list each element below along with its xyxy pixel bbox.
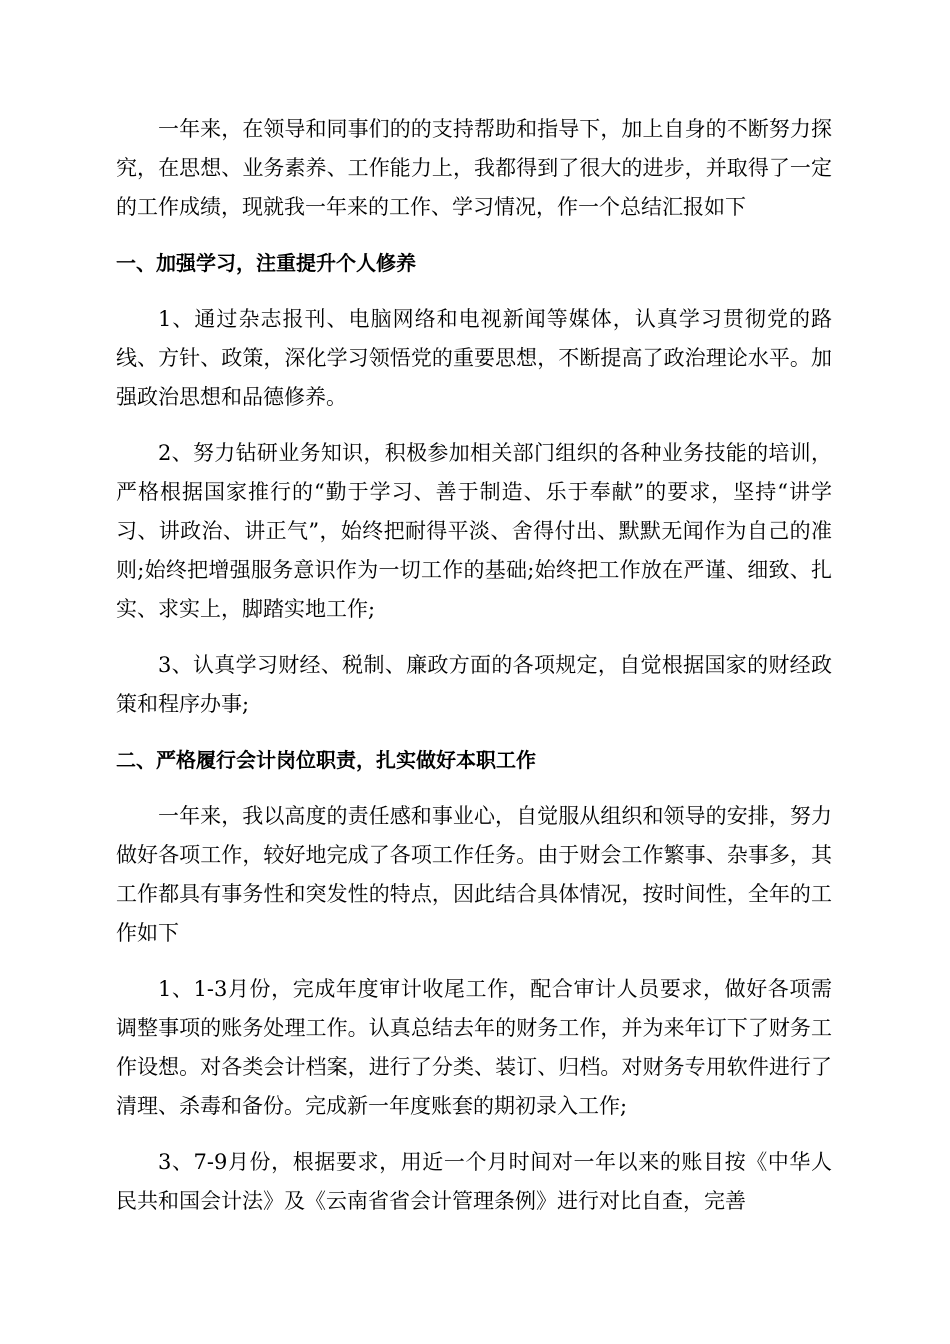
document-page [116,110,832,1221]
section-2-paragraph-3: 3、7-9月份，根据要求，用近一个月时间对一年以来的账目按《中华人民共和国会计法》及《云南省省会计管理条例》进行对比自查，完善 [116,1150,832,1213]
section-1-paragraph-1: 1、通过杂志报刊、电脑网络和电视新闻等媒体，认真学习贯彻党的路线、方针、政策，深化学习领悟党的重要思想，不断提高了政治理论水平。加强政治思想和品德修养。 [116,307,832,409]
section-1-heading: 一、加强学习，注重提升个人修养 [116,251,416,275]
section-2-heading: 二、严格履行会计岗位职责，扎实做好本职工作 [116,748,536,772]
section-1-paragraph-2: 2、努力钻研业务知识，积极参加相关部门组织的各种业务技能的培训，严格根据国家推行的“勤于学习、善于制造、乐于奉献”的要求，坚持“讲学习、讲政治、讲正气”，始终把耐得平淡、舍得付出、默默无闻作为自己的准则;始终把增强服务意识作为一切工作的基础;始终把工作放在严谨、细致、扎实、求实上，脚踏实地工作; [116,441,832,621]
section-2-paragraph-2: 1、1-3月份，完成年度审计收尾工作，配合审计人员要求，做好各项需调整事项的账务处理工作。认真总结去年的财务工作，并为来年订下了财务工作设想。对各类会计档案，进行了分类、装订、归档。对财务专用软件进行了清理、杀毒和备份。完成新一年度账套的期初录入工作; [116,977,832,1118]
section-1-paragraph-3: 3、认真学习财经、税制、廉政方面的各项规定，自觉根据国家的财经政策和程序办事; [116,653,832,716]
section-2-paragraph-1: 一年来，我以高度的责任感和事业心，自觉服从组织和领导的安排，努力做好各项工作，较好地完成了各项工作任务。由于财会工作繁事、杂事多，其工作都具有事务性和突发性的特点，因此结合具体情况，按时间性，全年的工作如下 [116,804,832,945]
intro-paragraph: 一年来，在领导和同事们的的支持帮助和指导下，加上自身的不断努力探究，在思想、业务素养、工作能力上，我都得到了很大的进步，并取得了一定的工作成绩，现就我一年来的工作、学习情况，作一个总结汇报如下 [116,117,832,219]
